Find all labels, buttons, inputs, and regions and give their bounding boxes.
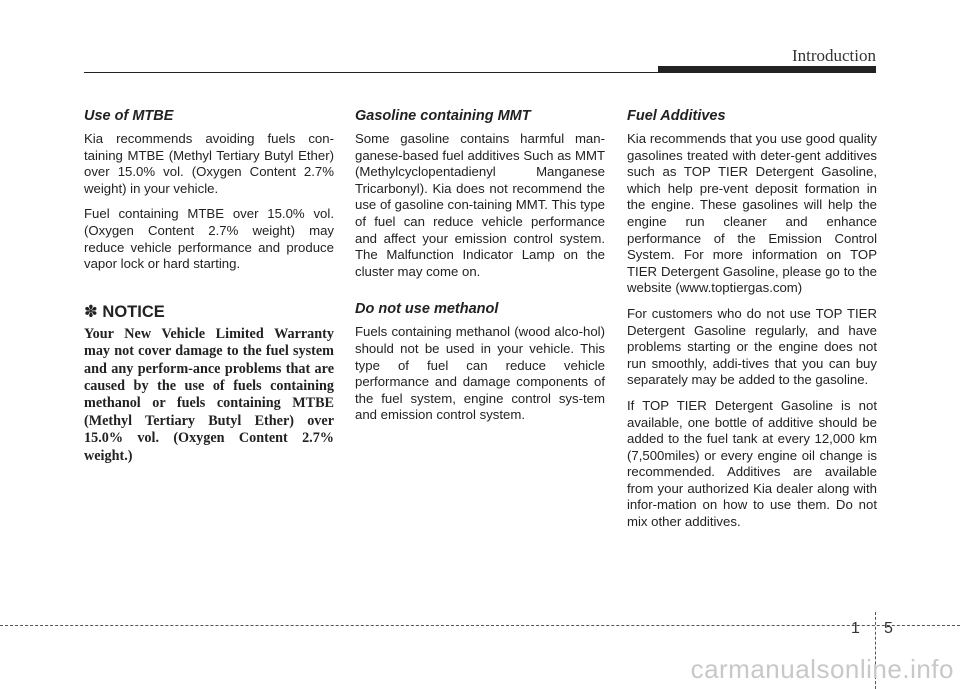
header-rule-accent bbox=[658, 66, 876, 72]
paragraph-additives-1: Kia recommends that you use good quality gasolines treated with deter-gent additives such as TOP TIER Detergent Gasoline, which help pre-vent deposit formation in the engine. These gasolines will help the engine run cleaner and enhance performance of the Emission Control System. For more information on TOP TIER Detergent Gasoline, please go to the website (www.toptiergas.com) bbox=[627, 131, 877, 296]
paragraph-additives-3: If TOP TIER Detergent Gasoline is not available, one bottle of additive should be added to the fuel tank at every 12,000 km (7,500miles) or every engine oil change is recommended. Additives are available from your authorized Kia dealer along with infor-mation on how to use them. Do not mix other additives. bbox=[627, 397, 877, 530]
heading-use-of-mtbe: Use of MTBE bbox=[84, 108, 174, 124]
footer-rule bbox=[0, 625, 960, 626]
page-header-title: Introduction bbox=[791, 46, 876, 65]
page-number: 5 bbox=[884, 620, 893, 637]
column-fuel-additives bbox=[627, 108, 877, 540]
chapter-number: 1 bbox=[851, 620, 860, 637]
notice-body: Your New Vehicle Limited Warranty may not cover damage to the fuel system and any perform-ance problems that are caused by the use of fuels containing methanol or fuels containing MTBE (Methyl Tertiary Butyl Ether) over 15.0% vol. (Oxygen Content 2.7% weight.) bbox=[84, 325, 334, 464]
paragraph-methanol: Fuels containing methanol (wood alco-hol) should not be used in your vehicle. This type of fuel can reduce vehicle performance and damage components of the fuel system, engine control sys-tem and emission control system. bbox=[355, 324, 605, 423]
header-rule bbox=[84, 72, 876, 73]
paragraph-mtbe-2: Fuel containing MTBE over 15.0% vol. (Oxygen Content 2.7% weight) may reduce vehicle performance and produce vapor lock or hard starting. bbox=[84, 206, 334, 272]
watermark: carmanualsonline.info bbox=[690, 654, 954, 684]
column-mmt-methanol bbox=[355, 108, 605, 433]
paragraph-mtbe-1: Kia recommends avoiding fuels con-taining MTBE (Methyl Tertiary Butyl Ether) over 15.0% vol. (Oxygen Content 2.7% weight) in your vehicle. bbox=[84, 131, 334, 196]
heading-gasoline-mmt: Gasoline containing MMT bbox=[355, 108, 531, 124]
notice-label: NOTICE bbox=[102, 302, 165, 321]
column-mtbe bbox=[84, 108, 334, 465]
notice-heading bbox=[84, 302, 334, 322]
heading-fuel-additives: Fuel Additives bbox=[627, 108, 726, 124]
notice-asterisk-icon: ✽ bbox=[84, 302, 98, 321]
heading-no-methanol: Do not use methanol bbox=[355, 301, 499, 318]
paragraph-additives-2: For customers who do not use TOP TIER Detergent Gasoline regularly, and have problems starting or the engine does not run smoothly, addi-tives that you can buy separately may be added to the gasoline. bbox=[627, 305, 877, 388]
paragraph-mmt: Some gasoline contains harmful man-ganese-based fuel additives Such as MMT (Methylcyclopentadienyl Manganese Tricarbonyl). Kia does not recommend the use of gasoline con-taining MMT. This type of fuel can reduce vehicle performance and affect your emission control system. The Malfunction Indicator Lamp on the cluster may come on. bbox=[355, 131, 605, 279]
